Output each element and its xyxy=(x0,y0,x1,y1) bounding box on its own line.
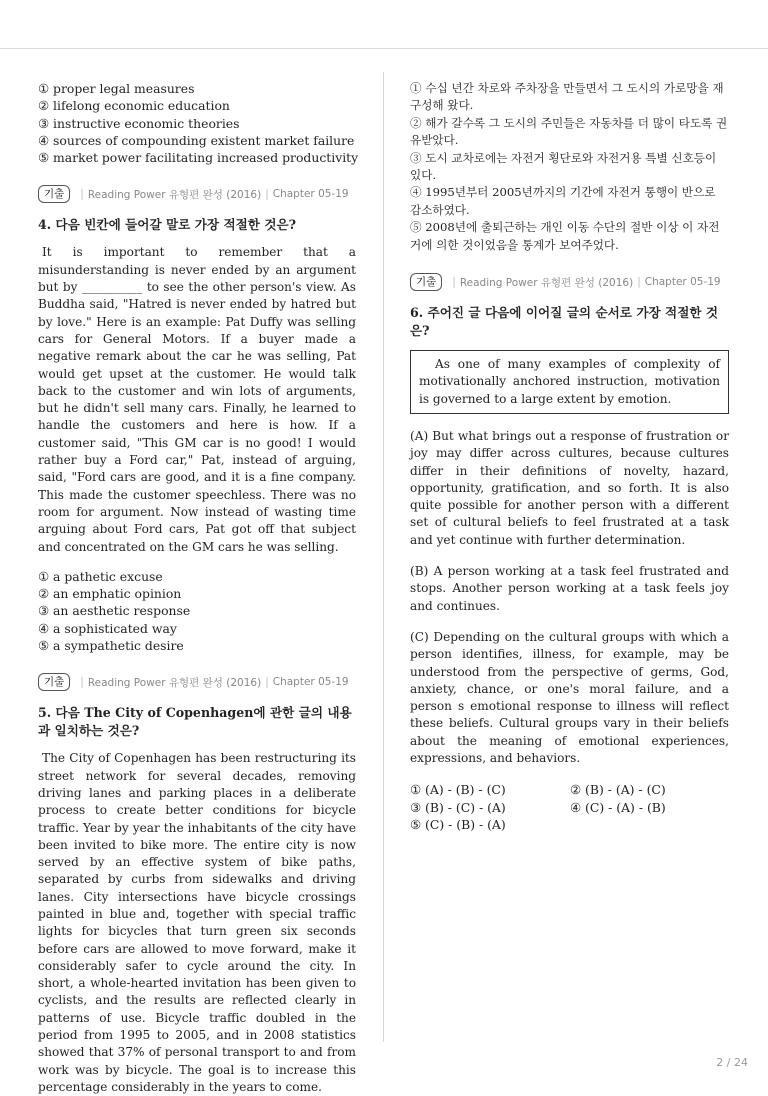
q6-source-line xyxy=(410,272,729,292)
option-1[interactable]: ① 수십 년간 차로와 주차장을 만들면서 그 도시의 가로망을 재구성해 왔다. xyxy=(410,81,724,113)
option-3[interactable]: ③ 도시 교차로에는 자전거 횡단로와 자전거용 특별 신호등이 있다. xyxy=(410,150,717,183)
q6-options xyxy=(410,781,729,833)
option-4[interactable]: ④ (C) - (A) - (B) xyxy=(570,799,666,815)
option-3[interactable]: ③ instructive economic theories xyxy=(38,115,240,131)
q6-paragraph-b: (B) A person working at a task feel frustrated and stops. Another person working at a task feels joy and continues. xyxy=(410,564,729,613)
column-divider xyxy=(383,72,384,1042)
q4-title: 4. 다음 빈칸에 들어갈 말로 가장 적절한 것은? xyxy=(38,217,297,233)
q3-options xyxy=(38,80,359,166)
option-4[interactable]: ④ 1995년부터 2005년까지의 기간에 자전거 통행이 반으로 감소하였다. xyxy=(410,185,716,217)
option-5[interactable]: ⑤ market power facilitating increased productivity xyxy=(38,150,359,166)
q6-title: 6. 주어진 글 다음에 이어질 글의 순서로 가장 적절한 것은? xyxy=(410,305,719,339)
separator: | xyxy=(265,676,269,689)
q6-paragraph-c: (C) Depending on the cultural groups with which a person identifies, illness, for example, may be understood from the perspective of germs, God, anxiety, chance, or one's moral failure, and a person s emotional response to illness will reflect these beliefs. Cultural groups vary in their beliefs about the meaning of emotional experiences, expressions, and behaviors. xyxy=(410,629,729,765)
separator: | xyxy=(452,276,456,289)
q5-options xyxy=(410,80,729,254)
option-3[interactable]: ③ (B) - (C) - (A) xyxy=(410,799,506,815)
q6-given-sentence-box: As one of many examples of complexity of motivationally anchored instruction, motivation is governed to a large extent by emotion. xyxy=(410,350,729,414)
option-5[interactable]: ⑤ 2008년에 출퇴근하는 개인 이동 수단의 절반 이상 이 자전거에 의한 것이었음을 통계가 보여주었다. xyxy=(410,220,720,252)
option-4[interactable]: ④ a sophisticated way xyxy=(38,620,177,636)
past-exam-badge: 기출 xyxy=(38,673,70,691)
option-2[interactable]: ② lifelong economic education xyxy=(38,98,230,114)
chapter-label: Chapter 05-19 xyxy=(272,676,349,689)
separator: | xyxy=(265,188,269,201)
option-3[interactable]: ③ an aesthetic response xyxy=(38,603,191,619)
option-2[interactable]: ② an emphatic opinion xyxy=(38,586,182,602)
separator: | xyxy=(80,676,84,689)
past-exam-badge: 기출 xyxy=(38,185,70,203)
option-5[interactable]: ⑤ (C) - (B) - (A) xyxy=(410,816,506,832)
q5-source-line xyxy=(38,672,356,692)
separator: | xyxy=(80,188,84,201)
option-1[interactable]: ① a pathetic excuse xyxy=(38,568,163,584)
option-2[interactable]: ② (B) - (A) - (C) xyxy=(570,782,666,798)
separator: | xyxy=(637,276,641,289)
option-1[interactable]: ① proper legal measures xyxy=(38,81,195,96)
source-label: Reading Power 유형편 완성 (2016) xyxy=(87,188,262,201)
left-column xyxy=(38,80,359,1096)
source-label: Reading Power 유형편 완성 (2016) xyxy=(459,276,634,289)
page-number: 2 / 24 xyxy=(716,1056,748,1069)
q4-passage: It is important to remember that a misunderstanding is never ended by an argument but by __________ to see the other person's view. As Buddha said, "Hatred is never ended by hatred but by love." Here is an example: Pat Duffy was selling cars for General Motors. If a buyer made a negative remark about the car he was selling, Pat would get upset at the customer. He would talk back to the customer and win lots of arguments, but he didn't sell many cars. Finally, he learned to handle the customers and here is how. If a customer said, "This GM car is no good! I would rather buy a Ford car," Pat, instead of arguing, said, "Ford cars are good, and it is a fine company. This made the customer speechless. There was no room for argument. Now instead of wasting time arguing about Ford cars, Pat got off that subject and concentrated on the GM cars he was selling. xyxy=(38,245,356,554)
right-column xyxy=(410,80,729,833)
option-5[interactable]: ⑤ a sympathetic desire xyxy=(38,638,184,654)
chapter-label: Chapter 05-19 xyxy=(272,188,349,201)
q4-options xyxy=(38,568,356,654)
source-label: Reading Power 유형편 완성 (2016) xyxy=(87,676,262,689)
q6-paragraph-a: (A) But what brings out a response of frustration or joy may differ across cultures, because cultures differ in their definitions of novelty, hazard, opportunity, gratification, and so forth. It is also quite possible for another person with a different set of cultural beliefs to feel frustrated at a task and yet continue with further determination. xyxy=(410,428,729,547)
header-rule xyxy=(0,48,768,49)
q5-passage: The City of Copenhagen has been restructuring its street network for several decades, removing driving lanes and parking places in a deliberate process to create better conditions for bicycle traffic. Year by year the inhabitants of the city have been invited to bike more. The entire city is now served by an effective system of bike paths, separated by curbs from sidewalks and driving lanes. City intersections have bicycle crossings painted in blue and, together with special traffic lights for bicycles that turn green six seconds before cars are allowed to move forward, make it considerably safer to cycle around the city. In short, a whole-hearted invitation has been given to cyclists, and the results are reflected clearly in patterns of use. Bicycle traffic doubled in the period from 1995 to 2005, and in 2008 statistics showed that 37% of personal transport to and from work was by bicycle. The goal is to increase this percentage considerably in the years to come. xyxy=(38,751,356,1094)
chapter-label: Chapter 05-19 xyxy=(644,276,721,289)
past-exam-badge: 기출 xyxy=(410,273,442,291)
option-2[interactable]: ② 해가 갈수록 그 도시의 주민들은 자동차를 더 많이 타도록 권유받았다. xyxy=(410,115,728,148)
q4-source-line xyxy=(38,184,356,204)
q5-title: 5. 다음 The City of Copenhagen에 관한 글의 내용과 일치하는 것은? xyxy=(38,705,352,739)
option-4[interactable]: ④ sources of compounding existent market failure xyxy=(38,132,355,148)
option-1[interactable]: ① (A) - (B) - (C) xyxy=(410,782,506,798)
